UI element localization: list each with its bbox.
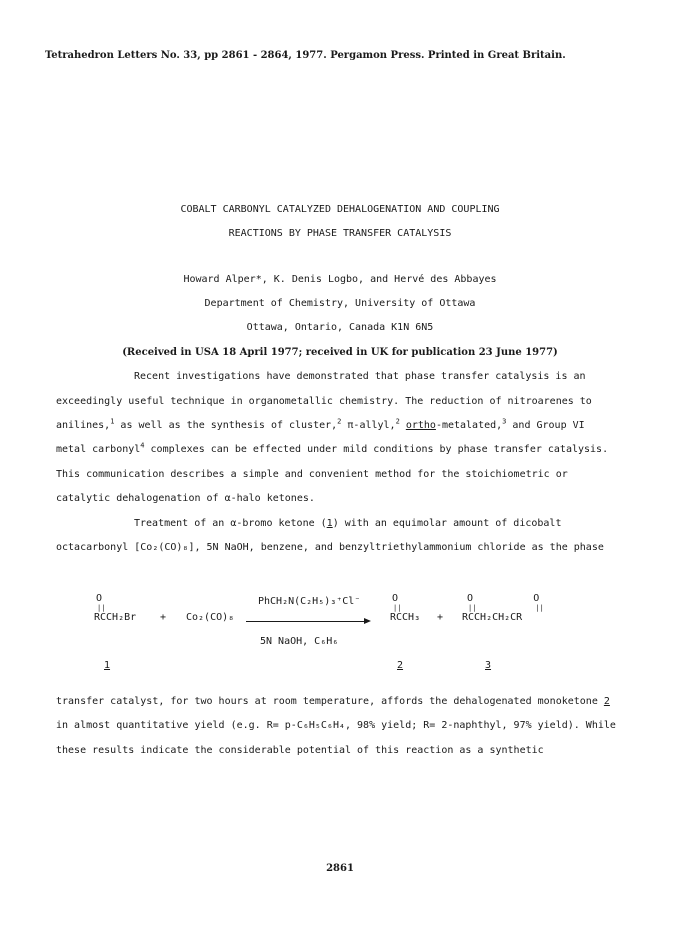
reaction-arrow	[246, 621, 366, 622]
reaction-conditions: 5N NaOH, C₆H₆	[260, 636, 339, 647]
ref-superscript: 2	[395, 417, 400, 426]
paragraph2-line2: octacarbonyl [Co₂(CO)₈], 5N NaOH, benzene, and benzyltriethylammonium chloride as the phase	[56, 542, 604, 553]
reactant1-double-bond: ||	[97, 604, 106, 612]
paper-title-line2: REACTIONS BY PHASE TRANSFER CATALYSIS	[228, 228, 452, 239]
text-equimolar: ) with an equimolar amount of dicobalt	[332, 518, 562, 529]
paragraph1-line1: Recent investigations have demonstrated that phase transfer catalysis is an	[134, 371, 586, 382]
ref-superscript: 4	[140, 441, 145, 450]
product1-double-bond: ||	[393, 604, 402, 612]
product2-double-bonds: || ||	[468, 604, 544, 612]
ref-superscript: 3	[502, 417, 507, 426]
text-pi-allyl: π-allyl,	[341, 420, 396, 431]
text-group-vi: and Group VI	[506, 420, 585, 431]
paragraph1-line6: catalytic dehalogenation of α-halo ketones.	[56, 493, 315, 504]
text-ortho: ortho	[405, 420, 436, 431]
reactant1-carbonyl-o: O	[96, 593, 103, 604]
paragraph3-line3: these results indicate the considerable potential of this reaction as a synthetic	[56, 745, 544, 756]
plus-sign-2: +	[437, 612, 444, 623]
compound-label-1: 1	[104, 660, 111, 671]
paragraph1-line5: This communication describes a simple and convenient method for the stoichiometric or	[56, 469, 568, 480]
paragraph1-line3	[56, 417, 585, 431]
ref-superscript: 2	[337, 417, 342, 426]
received-dates: (Received in USA 18 April 1977; received in UK for publication 23 June 1977)	[122, 347, 558, 358]
paragraph1-line2: exceedingly useful technique in organometallic chemistry. The reduction of nitroarenes to	[56, 396, 592, 407]
reaction-arrow-head	[364, 618, 371, 624]
catalyst-formula: PhCH₂N(C₂H₅)₃⁺Cl⁻	[258, 596, 361, 607]
paper-title-line1: COBALT CARBONYL CATALYZED DEHALOGENATION AND COUPLING	[180, 204, 500, 215]
reactant2-formula: Co₂(CO)₈	[186, 612, 235, 623]
paragraph3-line1	[56, 696, 610, 707]
compound-ref-2: 2	[603, 696, 610, 707]
text-anilines: anilines,	[56, 420, 111, 431]
product1-formula: RCCH₃	[390, 612, 421, 623]
text-metal-carbonyl: metal carbonyl	[56, 444, 141, 455]
authors: Howard Alper*, K. Denis Logbo, and Hervé des Abbayes	[183, 274, 497, 285]
text-metalated: -metalated,	[435, 420, 503, 431]
affiliation-line1: Department of Chemistry, University of Ottawa	[204, 298, 476, 309]
page-number: 2861	[326, 863, 354, 874]
product2-carbonyl-o: O O	[467, 593, 540, 604]
affiliation-line2: Ottawa, Ontario, Canada K1N 6N5	[246, 322, 434, 333]
paragraph1-line4	[56, 441, 609, 455]
journal-header: Tetrahedron Letters No. 33, pp 2861 - 2864, 1977. Pergamon Press. Printed in Great Britain.	[45, 50, 566, 61]
text-complexes: complexes can be effected under mild conditions by phase transfer catalysis.	[144, 444, 609, 455]
text-transfer-catalyst: transfer catalyst, for two hours at room temperature, affords the dehalogenated monoketone	[56, 696, 604, 707]
compound-ref-1: 1	[326, 518, 333, 529]
product1-carbonyl-o: O	[392, 593, 399, 604]
compound-label-3: 3	[485, 660, 492, 671]
paragraph2-line1	[134, 518, 561, 529]
ref-superscript: 1	[110, 417, 115, 426]
text-treatment: Treatment of an α-bromo ketone (	[134, 518, 327, 529]
reactant1-formula: RCCH₂Br	[94, 612, 137, 623]
paragraph3-line2: in almost quantitative yield (e.g. R= p-C₆H₅C₆H₄, 98% yield; R= 2-naphthyl, 97% yield). While	[56, 720, 616, 731]
compound-label-2: 2	[397, 660, 404, 671]
text-cluster: as well as the synthesis of cluster,	[114, 420, 338, 431]
plus-sign-1: +	[160, 612, 167, 623]
product2-formula: RCCH₂CH₂CR	[462, 612, 523, 623]
